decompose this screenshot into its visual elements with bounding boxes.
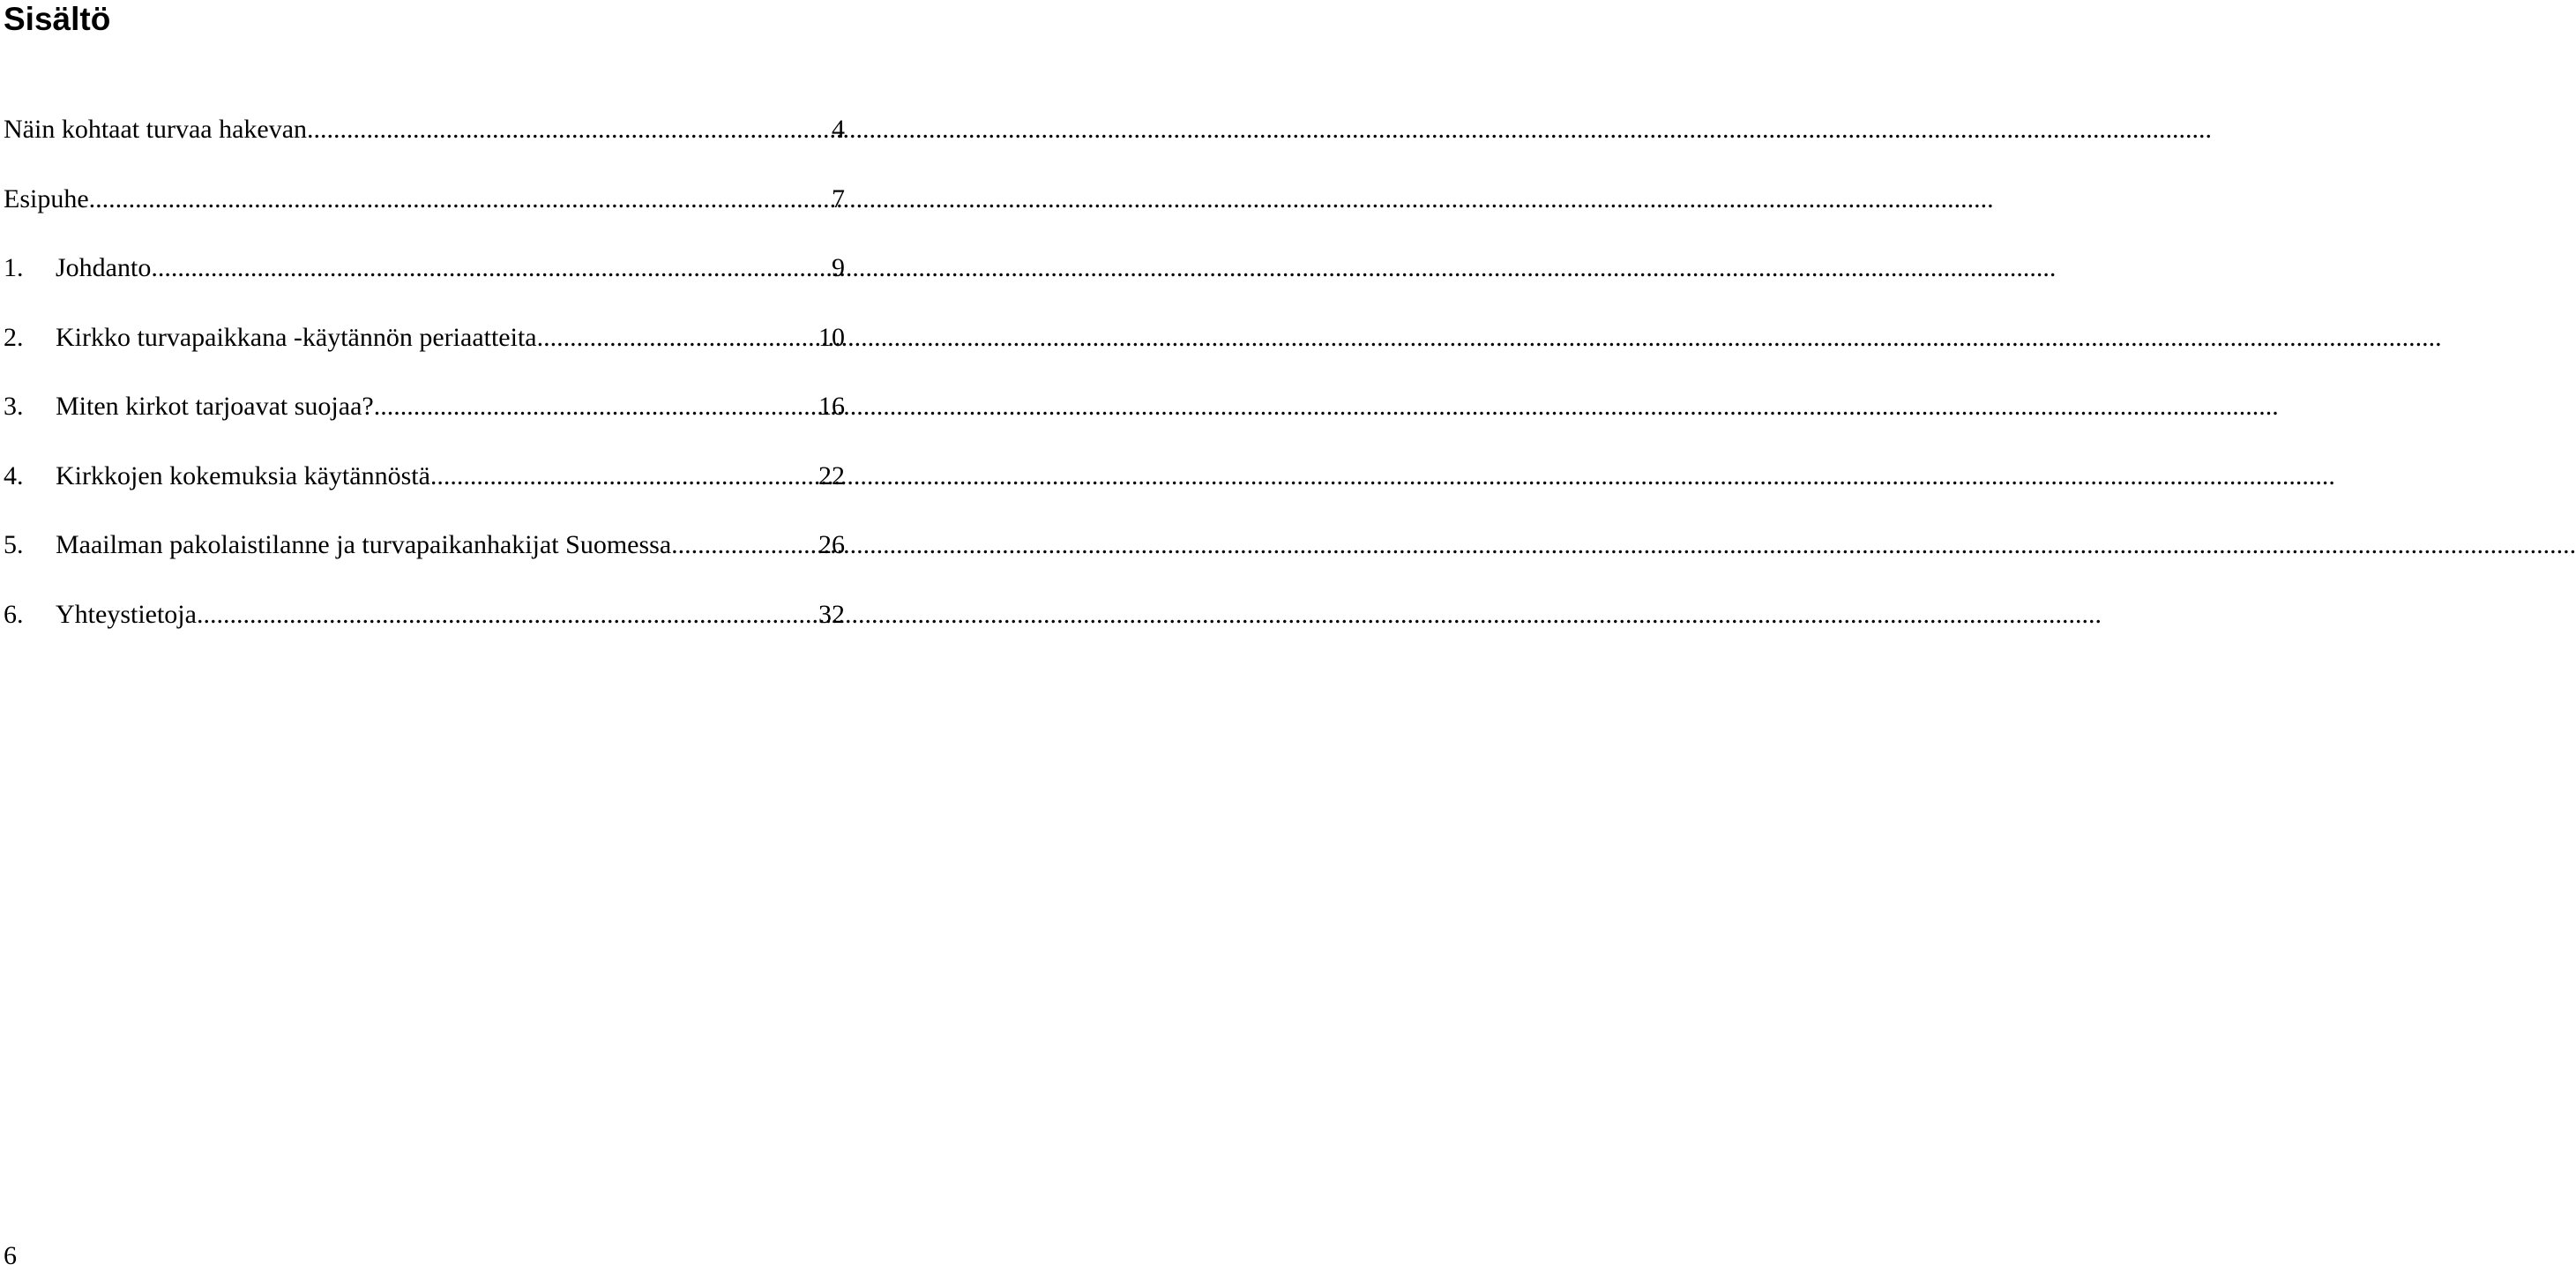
- toc-entry-text: Johdanto: [56, 253, 152, 282]
- page-title: Sisältö: [4, 1, 111, 37]
- toc-leader-dots: [89, 180, 829, 219]
- toc-entry-number: 3.: [4, 392, 24, 421]
- toc-entry-number: 2.: [4, 322, 24, 352]
- toc-entry-text: Näin kohtaat turvaa hakevan: [4, 115, 308, 144]
- toc-entry-page: 32: [818, 599, 845, 629]
- toc-leader-dots: [374, 387, 816, 426]
- toc-leader-dots: [671, 526, 816, 565]
- toc-entry-text: Kirkko turvapaikkana -käytännön periaatteita: [56, 322, 537, 352]
- toc-entry-text: Miten kirkot tarjoavat suojaa?: [56, 392, 374, 421]
- toc-entry-number: 1.: [4, 253, 24, 282]
- toc-leader-dots: [197, 595, 816, 634]
- toc-leader-dots: [151, 249, 829, 288]
- page-number: 6: [4, 1241, 17, 1270]
- toc-entry-page: 22: [818, 460, 845, 490]
- toc-entry-4[interactable]: [4, 457, 845, 527]
- toc-entry-number: 6.: [4, 599, 24, 629]
- toc-entry-page: 10: [818, 322, 845, 352]
- toc-entry-1[interactable]: [4, 249, 845, 318]
- toc-entry-5[interactable]: [4, 526, 845, 595]
- toc-entry-page: 9: [832, 253, 845, 282]
- toc-entry-page: 16: [818, 392, 845, 421]
- toc-entry-text: Esipuhe: [4, 183, 89, 213]
- toc-entry-2[interactable]: [4, 318, 845, 388]
- toc-entry-text: Yhteystietoja: [56, 599, 197, 629]
- toc-entry-page: 7: [832, 183, 845, 213]
- toc-entry-page: 26: [818, 530, 845, 559]
- toc-entry-intro-greeting[interactable]: [4, 110, 845, 180]
- toc-leader-dots: [307, 110, 829, 149]
- toc-entry-text: Maailman pakolaistilanne ja turvapaikanhakijat Suomessa: [56, 530, 672, 559]
- table-of-contents: [4, 110, 845, 664]
- toc-entry-6[interactable]: [4, 595, 845, 665]
- toc-entry-page: 4: [832, 115, 845, 144]
- toc-leader-dots: [430, 457, 816, 496]
- toc-entry-number: 4.: [4, 460, 24, 490]
- toc-leader-dots: [537, 318, 816, 357]
- toc-entry-number: 5.: [4, 530, 24, 559]
- toc-entry-text: Kirkkojen kokemuksia käytännöstä: [56, 460, 430, 490]
- toc-entry-3[interactable]: [4, 387, 845, 457]
- toc-entry-foreword[interactable]: [4, 180, 845, 250]
